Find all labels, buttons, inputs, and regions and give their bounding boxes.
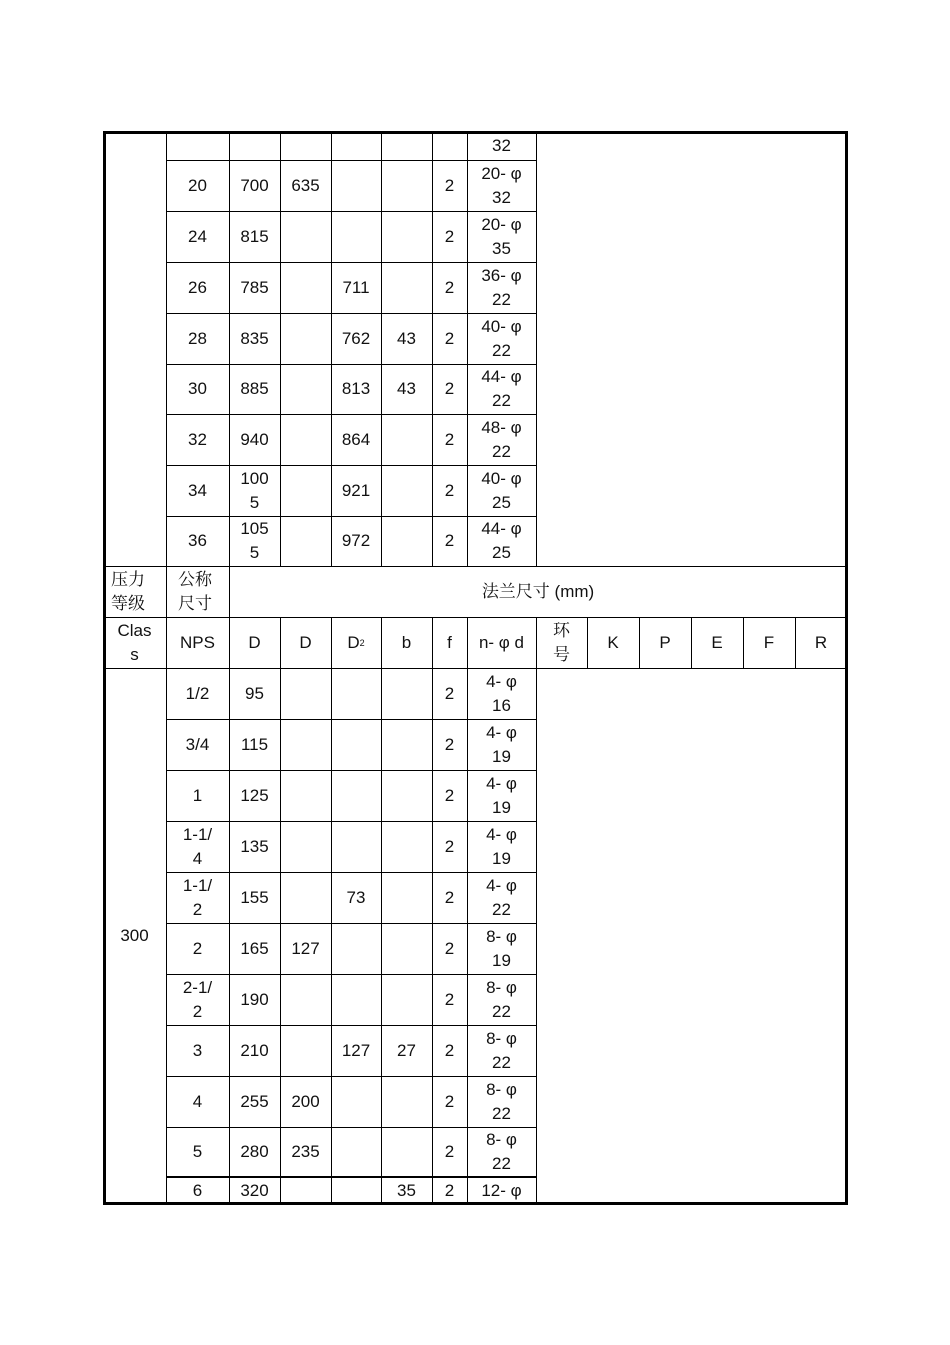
- table-cell-d2: 921: [341, 480, 371, 500]
- table-cell-bolts: 4- φ 22: [486, 875, 517, 919]
- table-cell-d: 95: [245, 683, 264, 703]
- table-cell-f: 2: [444, 1142, 455, 1161]
- table-cell-bolts: 44- φ 25: [481, 519, 522, 562]
- table-cell-d: 940: [240, 429, 269, 449]
- table-cell-d: 155: [240, 887, 269, 907]
- table-cell-d1: [280, 872, 331, 923]
- table-cell-bolts: 20- φ 32: [481, 163, 522, 207]
- table-cell-f: 2: [444, 328, 455, 348]
- table-cell-nps: 1-1/ 2: [182, 875, 213, 919]
- table-cell-nps: 6: [192, 1181, 203, 1200]
- table-cell-d2: [331, 131, 381, 160]
- table-cell-nps: 24: [188, 226, 207, 246]
- column-header: D: [299, 632, 312, 652]
- table-cell-d: 785: [240, 277, 269, 297]
- table-cell-d1: [280, 1177, 331, 1204]
- table-cell-f: 2: [444, 734, 455, 754]
- table-cell-f: 2: [444, 683, 455, 703]
- table-cell-f: 2: [444, 836, 455, 856]
- table-cell-d2: [331, 974, 381, 1025]
- table-cell-d: 885: [240, 379, 269, 398]
- table-cell-bolts: 20- φ 35: [481, 214, 522, 258]
- table-cell-bolts: 8- φ 19: [486, 926, 517, 970]
- column-header: F: [763, 632, 775, 652]
- table-cell-d1: [280, 770, 331, 821]
- table-cell-bolts: 36- φ 22: [481, 265, 522, 309]
- table-cell-f: 2: [444, 887, 455, 907]
- table-cell-b: [381, 1127, 432, 1177]
- table-cell-nps: 26: [188, 277, 207, 297]
- table-cell-bolts: 4- φ 19: [486, 824, 517, 868]
- table-cell-nps: 2-1/ 2: [182, 977, 213, 1021]
- table-cell-d1: [280, 516, 331, 566]
- column-header: D 2: [347, 632, 365, 652]
- table-cell-f: 2: [444, 277, 455, 297]
- table-cell-b: [381, 719, 432, 770]
- table-cell-d1: [280, 131, 331, 160]
- table-cell-b: 27: [397, 1040, 416, 1060]
- table-cell-d: 135: [240, 836, 269, 856]
- table-cell-d1: [280, 262, 331, 313]
- table-cell-d1: [280, 364, 331, 414]
- column-header: NPS: [180, 632, 215, 652]
- table-cell-d2: [331, 1076, 381, 1127]
- table-cell-f: 2: [444, 1181, 455, 1200]
- table-cell-bolts: 8- φ 22: [486, 977, 517, 1021]
- table-cell-nps: 1/2: [185, 683, 210, 703]
- table-cell-bolts: 4- φ 19: [486, 722, 517, 766]
- table-cell-f: 2: [444, 226, 455, 246]
- column-header: Clas s: [117, 620, 152, 664]
- table-cell-f: 2: [444, 938, 455, 958]
- table-cell-d2: [331, 770, 381, 821]
- table-cell-bolts: 48- φ 22: [481, 417, 522, 461]
- table-cell-bolts: 8- φ 22: [486, 1028, 517, 1072]
- table-cell-d: 835: [240, 328, 269, 348]
- table-cell-d1: [280, 821, 331, 872]
- pressure-class-header: 压力 等级: [111, 569, 145, 613]
- table-cell-f: 2: [444, 1091, 455, 1111]
- table-cell-d2: [331, 719, 381, 770]
- table-cell-nps: 36: [188, 531, 207, 550]
- table-cell-d2: [331, 160, 381, 211]
- table-cell-b: 43: [397, 328, 416, 348]
- table-cell-nps: 1: [192, 785, 203, 805]
- table-cell-bolts: 4- φ 16: [486, 671, 517, 715]
- table-cell-d: 700: [240, 175, 269, 195]
- table-cell-bolts: 40- φ 25: [481, 468, 522, 512]
- table-cell-d1: [280, 974, 331, 1025]
- table-cell-nps: 3: [192, 1040, 203, 1060]
- table-cell-f: 2: [444, 429, 455, 449]
- column-divider: [536, 668, 537, 1204]
- table-cell-d1: 200: [291, 1091, 320, 1111]
- table-cell-d1: 235: [291, 1142, 320, 1161]
- column-header: E: [711, 632, 723, 652]
- table-cell-nps: 30: [188, 379, 207, 398]
- table-cell-b: [381, 770, 432, 821]
- column-header: D: [248, 632, 261, 652]
- table-cell-d: 105 5: [240, 519, 269, 562]
- table-cell-b: [381, 821, 432, 872]
- table-cell-nps: 20: [188, 175, 207, 195]
- table-cell-b: [381, 923, 432, 974]
- table-cell-b: [381, 1076, 432, 1127]
- table-cell-d: 320: [240, 1181, 269, 1200]
- table-cell-d1: [280, 719, 331, 770]
- flange-dimensions-header: 法兰尺寸 (mm): [481, 581, 595, 601]
- table-cell-bolts: 8- φ 22: [486, 1130, 517, 1173]
- table-cell-nps: 1-1/ 4: [182, 824, 213, 868]
- table-cell-nps: 2: [192, 938, 203, 958]
- table-cell-nps: 28: [188, 328, 207, 348]
- table-cell-d2: [331, 1177, 381, 1204]
- table-cell-b: [381, 211, 432, 262]
- column-header: b: [401, 632, 412, 652]
- table-cell-d2: 864: [341, 429, 371, 449]
- table-cell-bolts: 40- φ 22: [481, 316, 522, 360]
- table-cell-nps: 5: [192, 1142, 203, 1161]
- table-cell-d: 115: [240, 734, 269, 754]
- table-cell-d: 100 5: [240, 468, 269, 512]
- table-cell-d2: [331, 1127, 381, 1177]
- table-cell-d: 815: [240, 226, 269, 246]
- table-cell-d: [229, 131, 280, 160]
- table-cell-b: [381, 516, 432, 566]
- table-cell-nps: 3/4: [185, 734, 210, 754]
- table-cell-d1: 635: [291, 175, 320, 195]
- nominal-size-header: 公称 尺寸: [178, 569, 212, 613]
- table-cell-d1: [280, 1025, 331, 1076]
- column-header: f: [447, 632, 452, 652]
- column-header: R: [814, 632, 828, 652]
- table-cell-b: 35: [397, 1181, 416, 1200]
- table-cell-d2: 972: [341, 531, 371, 550]
- table-cell-d1: [280, 414, 331, 465]
- table-cell-bolts: 12- φ: [481, 1181, 522, 1200]
- table-cell-d: 210: [240, 1040, 269, 1060]
- table-cell-b: [381, 262, 432, 313]
- table-cell-d1: [280, 211, 331, 262]
- class-300-label: 300: [120, 926, 149, 945]
- d2-subscript: 2: [359, 637, 365, 648]
- column-divider: [536, 131, 537, 566]
- column-header: n- φ d: [478, 632, 525, 652]
- table-cell-d1: [280, 668, 331, 719]
- table-cell-f: 2: [444, 175, 455, 195]
- table-cell-bolts: 32: [492, 135, 511, 155]
- table-cell-bolts: 44- φ 22: [481, 367, 522, 410]
- table-cell-b: [381, 414, 432, 465]
- table-cell-b: [381, 465, 432, 516]
- table-cell-b: [381, 974, 432, 1025]
- column-header: 环 号: [553, 620, 570, 664]
- table-cell-f: 2: [444, 1040, 455, 1060]
- column-header: P: [659, 632, 671, 652]
- table-cell-d2: 762: [341, 328, 371, 348]
- table-cell-d1: [280, 313, 331, 364]
- table-cell-d2: [331, 668, 381, 719]
- table-cell-d2: 73: [346, 887, 366, 907]
- table-cell-f: 2: [444, 989, 455, 1009]
- table-cell-nps: 32: [188, 429, 207, 449]
- table-cell-d2: 127: [341, 1040, 371, 1060]
- table-cell-f: 2: [444, 379, 455, 398]
- table-cell-f: 2: [444, 480, 455, 500]
- table-cell-d: 125: [240, 785, 269, 805]
- table-cell-f: [432, 131, 467, 160]
- table-cell-b: [381, 668, 432, 719]
- table-cell-nps: 34: [188, 480, 207, 500]
- table-cell-f: 2: [444, 785, 455, 805]
- table-cell-d: 165: [240, 938, 269, 958]
- table-cell-bolts: 8- φ 22: [486, 1079, 517, 1123]
- table-cell-f: 2: [444, 531, 455, 550]
- table-cell-bolts: 4- φ 19: [486, 773, 517, 817]
- column-header: K: [607, 632, 619, 652]
- table-cell-d: 190: [240, 989, 269, 1009]
- table-cell-b: [381, 131, 432, 160]
- table-cell-d1: [280, 465, 331, 516]
- table-cell-b: [381, 872, 432, 923]
- table-cell-b: 43: [397, 379, 416, 398]
- table-cell-d1: 127: [291, 938, 320, 958]
- table-cell-d: 255: [240, 1091, 269, 1111]
- table-cell-d2: [331, 211, 381, 262]
- table-cell-d: 280: [240, 1142, 269, 1161]
- table-cell-nps: [166, 131, 229, 160]
- table-cell-d2: [331, 923, 381, 974]
- table-cell-d2: 711: [342, 277, 370, 297]
- table-cell-d2: 813: [341, 379, 371, 398]
- table-cell-nps: 4: [192, 1091, 203, 1111]
- table-cell-b: [381, 160, 432, 211]
- table-cell-d2: [331, 821, 381, 872]
